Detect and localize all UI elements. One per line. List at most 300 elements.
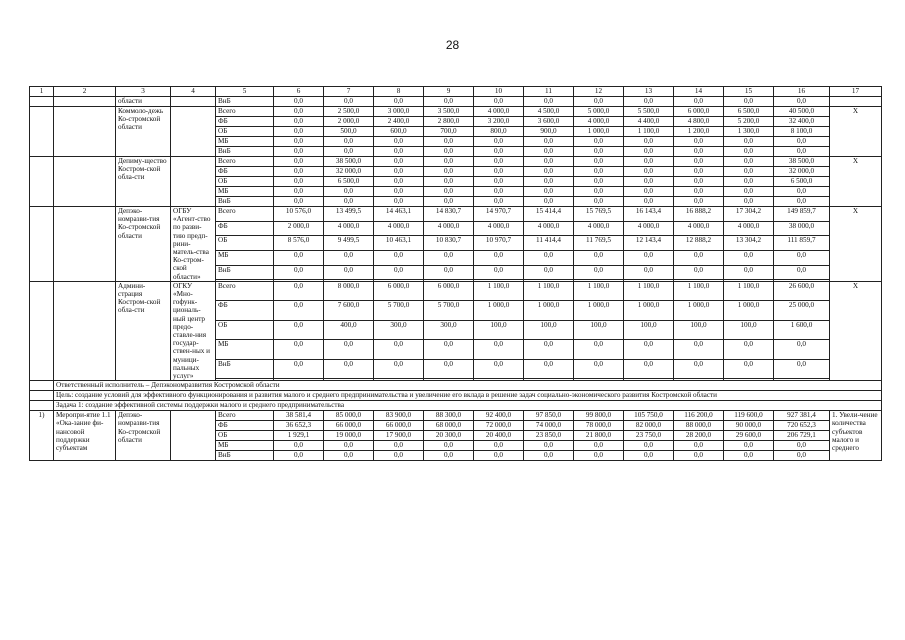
column-number-cell: 12	[574, 87, 624, 97]
value-cell: 100,0	[474, 320, 524, 339]
participant-cell	[171, 107, 216, 157]
value-cell: 0,0	[774, 147, 830, 157]
value-cell: 26 600,0	[774, 281, 830, 300]
value-cell: 0,0	[274, 451, 324, 461]
value-cell: 6 000,0	[374, 281, 424, 300]
value-cell: 0,0	[524, 197, 574, 207]
participant-cell	[171, 411, 216, 461]
value-cell: 0,0	[624, 177, 674, 187]
value-cell: 68 000,0	[424, 421, 474, 431]
value-cell: 0,0	[324, 251, 374, 266]
value-cell: 100,0	[674, 320, 724, 339]
value-cell: 0,0	[274, 301, 324, 320]
value-cell: 600,0	[374, 127, 424, 137]
funding-source-cell: ВнБ	[216, 197, 274, 207]
value-cell: 0,0	[274, 137, 324, 147]
value-cell: 300,0	[374, 320, 424, 339]
section-row	[30, 391, 882, 401]
value-cell: 0,0	[424, 265, 474, 280]
indicator-cell: X	[830, 157, 882, 207]
value-cell: 0,0	[574, 177, 624, 187]
value-cell: 111 859,7	[774, 236, 830, 251]
indicator-cell: X	[830, 107, 882, 157]
value-cell: 4 000,0	[374, 221, 424, 236]
value-cell: 14 463,1	[374, 207, 424, 222]
value-cell: 100,0	[624, 320, 674, 339]
value-cell: 15 769,5	[574, 207, 624, 222]
value-cell: 1 100,0	[624, 281, 674, 300]
value-cell: 0,0	[424, 197, 474, 207]
column-number-cell: 13	[624, 87, 674, 97]
value-cell: 10 463,1	[374, 236, 424, 251]
value-cell: 0,0	[374, 251, 424, 266]
value-cell: 0,0	[724, 167, 774, 177]
funding-source-cell: Всего	[216, 281, 274, 300]
value-cell: 12 143,4	[624, 236, 674, 251]
value-cell: 720 652,3	[774, 421, 830, 431]
value-cell: 0,0	[474, 157, 524, 167]
value-cell: 0,0	[474, 441, 524, 451]
column-number-cell: 1	[30, 87, 54, 97]
executor-cell: Депиму-щество Костром-ской обла-сти	[116, 157, 171, 207]
value-cell: 99 800,0	[574, 411, 624, 421]
value-cell: 0,0	[724, 97, 774, 107]
value-cell: 0,0	[374, 340, 424, 359]
value-cell: 0,0	[274, 177, 324, 187]
value-cell: 0,0	[674, 167, 724, 177]
page-number: 28	[445, 38, 460, 52]
value-cell: 0,0	[474, 251, 524, 266]
value-cell: 0,0	[424, 251, 474, 266]
value-cell: 0,0	[724, 359, 774, 378]
value-cell: 0,0	[474, 340, 524, 359]
measure-name-cell	[54, 107, 116, 157]
value-cell: 0,0	[374, 177, 424, 187]
value-cell: 5 200,0	[724, 117, 774, 127]
funding-source-cell: ОБ	[216, 431, 274, 441]
value-cell: 17 304,2	[724, 207, 774, 222]
value-cell: 0,0	[374, 359, 424, 378]
value-cell: 3 200,0	[474, 117, 524, 127]
executor-cell: Коммоло-дежь Ко-стромской области	[116, 107, 171, 157]
column-number-row	[30, 87, 882, 97]
participant-cell: ОГБУ «Агент-ство по разви-тию предп-рини-матель-ства Ко-стром-ской области»	[171, 207, 216, 282]
table-row	[30, 97, 882, 107]
value-cell: 0,0	[324, 451, 374, 461]
value-cell: 0,0	[274, 265, 324, 280]
value-cell: 0,0	[374, 97, 424, 107]
value-cell: 0,0	[674, 265, 724, 280]
column-number-cell: 15	[724, 87, 774, 97]
value-cell: 17 900,0	[374, 431, 424, 441]
value-cell: 0,0	[674, 251, 724, 266]
participant-cell	[171, 157, 216, 207]
value-cell: 0,0	[274, 147, 324, 157]
empty-cell	[30, 401, 54, 411]
table-row	[30, 207, 882, 222]
value-cell: 149 859,7	[774, 207, 830, 222]
value-cell: 0,0	[274, 127, 324, 137]
value-cell: 25 000,0	[774, 301, 830, 320]
value-cell: 1 100,0	[624, 127, 674, 137]
value-cell: 0,0	[774, 451, 830, 461]
value-cell: 0,0	[324, 97, 374, 107]
value-cell: 32 400,0	[774, 117, 830, 127]
value-cell: 32 000,0	[774, 167, 830, 177]
value-cell: 13 304,2	[724, 236, 774, 251]
value-cell: 0,0	[424, 177, 474, 187]
value-cell: 0,0	[374, 157, 424, 167]
value-cell: 0,0	[574, 359, 624, 378]
value-cell: 0,0	[474, 359, 524, 378]
value-cell: 0,0	[474, 167, 524, 177]
value-cell: 0,0	[274, 117, 324, 127]
value-cell: 0,0	[374, 187, 424, 197]
value-cell: 2 000,0	[324, 117, 374, 127]
value-cell: 16 143,4	[624, 207, 674, 222]
value-cell: 927 381,4	[774, 411, 830, 421]
value-cell: 0,0	[724, 265, 774, 280]
value-cell: 0,0	[624, 157, 674, 167]
value-cell: 1 200,0	[674, 127, 724, 137]
section-text-cell: Ответственный исполнитель – Депэкономразвития Костромской области	[54, 381, 882, 391]
value-cell: 0,0	[474, 177, 524, 187]
value-cell: 0,0	[524, 97, 574, 107]
funding-source-cell: Всего	[216, 207, 274, 222]
value-cell: 0,0	[524, 441, 574, 451]
value-cell: 0,0	[524, 147, 574, 157]
funding-source-cell: МБ	[216, 251, 274, 266]
value-cell: 0,0	[424, 147, 474, 157]
value-cell: 1 929,1	[274, 431, 324, 441]
section-row	[30, 401, 882, 411]
value-cell: 1 000,0	[674, 301, 724, 320]
value-cell: 0,0	[574, 157, 624, 167]
value-cell: 38 000,0	[774, 221, 830, 236]
value-cell: 6 500,0	[724, 107, 774, 117]
value-cell: 5 000,0	[574, 107, 624, 117]
value-cell: 0,0	[624, 167, 674, 177]
value-cell: 0,0	[374, 265, 424, 280]
value-cell: 0,0	[624, 340, 674, 359]
value-cell: 0,0	[474, 137, 524, 147]
value-cell: 300,0	[424, 320, 474, 339]
value-cell: 0,0	[524, 187, 574, 197]
value-cell: 0,0	[674, 137, 724, 147]
funding-source-cell: МБ	[216, 340, 274, 359]
value-cell: 2 000,0	[274, 221, 324, 236]
column-number-cell: 7	[324, 87, 374, 97]
value-cell: 0,0	[424, 451, 474, 461]
funding-source-cell: ФБ	[216, 167, 274, 177]
value-cell: 0,0	[574, 187, 624, 197]
value-cell: 10 576,0	[274, 207, 324, 222]
value-cell: 38 500,0	[324, 157, 374, 167]
value-cell: 19 000,0	[324, 431, 374, 441]
value-cell: 0,0	[374, 167, 424, 177]
value-cell: 0,0	[724, 187, 774, 197]
value-cell: 0,0	[524, 340, 574, 359]
value-cell: 1 100,0	[574, 281, 624, 300]
row-number-cell	[30, 281, 54, 380]
indicator-cell: X	[830, 281, 882, 380]
value-cell: 82 000,0	[624, 421, 674, 431]
value-cell: 0,0	[574, 137, 624, 147]
value-cell: 0,0	[624, 441, 674, 451]
value-cell: 66 000,0	[324, 421, 374, 431]
value-cell: 0,0	[474, 147, 524, 157]
value-cell: 85 000,0	[324, 411, 374, 421]
column-number-cell: 5	[216, 87, 274, 97]
value-cell: 0,0	[324, 147, 374, 157]
value-cell: 0,0	[574, 251, 624, 266]
value-cell: 0,0	[524, 265, 574, 280]
value-cell: 500,0	[324, 127, 374, 137]
value-cell: 0,0	[374, 451, 424, 461]
value-cell: 0,0	[624, 359, 674, 378]
value-cell: 0,0	[674, 340, 724, 359]
value-cell: 0,0	[574, 197, 624, 207]
value-cell: 5 700,0	[424, 301, 474, 320]
column-number-cell: 14	[674, 87, 724, 97]
value-cell: 6 500,0	[324, 177, 374, 187]
value-cell: 20 400,0	[474, 431, 524, 441]
value-cell: 4 000,0	[324, 221, 374, 236]
value-cell: 4 000,0	[574, 221, 624, 236]
table-row	[30, 281, 882, 300]
value-cell: 0,0	[774, 97, 830, 107]
value-cell: 29 600,0	[724, 431, 774, 441]
indicator-cell	[830, 97, 882, 107]
participant-cell: ОГКУ «Мно-гофунк-циональ-ный центр предо-ставле-ния государ-ствен-ных и муници-пальных услуг»	[171, 281, 216, 380]
column-number-cell: 2	[54, 87, 116, 97]
column-number-cell: 4	[171, 87, 216, 97]
value-cell: 0,0	[524, 359, 574, 378]
value-cell: 1 300,0	[724, 127, 774, 137]
value-cell: 0,0	[524, 177, 574, 187]
value-cell: 83 900,0	[374, 411, 424, 421]
value-cell: 0,0	[574, 167, 624, 177]
value-cell: 8 576,0	[274, 236, 324, 251]
value-cell: 8 100,0	[774, 127, 830, 137]
value-cell: 0,0	[674, 441, 724, 451]
measure-name-cell	[54, 157, 116, 207]
value-cell: 3 000,0	[374, 107, 424, 117]
value-cell: 0,0	[324, 197, 374, 207]
value-cell: 0,0	[274, 107, 324, 117]
value-cell: 12 888,2	[674, 236, 724, 251]
executor-cell: Депэко-номразви-тия Ко-стромской области	[116, 207, 171, 282]
value-cell: 0,0	[524, 137, 574, 147]
row-number-cell	[30, 97, 54, 107]
value-cell: 400,0	[324, 320, 374, 339]
indicator-cell: X	[830, 207, 882, 282]
value-cell: 119 600,0	[724, 411, 774, 421]
value-cell: 72 000,0	[474, 421, 524, 431]
value-cell: 2 800,0	[424, 117, 474, 127]
value-cell: 78 000,0	[574, 421, 624, 431]
value-cell: 0,0	[474, 451, 524, 461]
value-cell: 0,0	[674, 451, 724, 461]
value-cell: 3 600,0	[524, 117, 574, 127]
value-cell: 0,0	[324, 441, 374, 451]
funding-source-cell: ВнБ	[216, 359, 274, 378]
funding-source-cell: ФБ	[216, 221, 274, 236]
value-cell: 0,0	[324, 265, 374, 280]
value-cell: 92 400,0	[474, 411, 524, 421]
empty-cell	[30, 381, 54, 391]
value-cell: 4 800,0	[674, 117, 724, 127]
value-cell: 6 000,0	[424, 281, 474, 300]
funding-source-cell: Всего	[216, 157, 274, 167]
measure-name-cell	[54, 97, 116, 107]
value-cell: 0,0	[724, 340, 774, 359]
value-cell: 0,0	[474, 265, 524, 280]
column-number-cell: 10	[474, 87, 524, 97]
value-cell: 0,0	[374, 137, 424, 147]
value-cell: 1 000,0	[474, 301, 524, 320]
value-cell: 4 000,0	[474, 221, 524, 236]
value-cell: 14 970,7	[474, 207, 524, 222]
value-cell: 97 850,0	[524, 411, 574, 421]
indicator-cell: 1. Увели-чение количества субъектов малого и среднего	[830, 411, 882, 461]
value-cell: 0,0	[424, 187, 474, 197]
value-cell: 6 000,0	[674, 107, 724, 117]
value-cell: 0,0	[274, 97, 324, 107]
value-cell: 0,0	[674, 177, 724, 187]
value-cell: 1 000,0	[574, 127, 624, 137]
value-cell: 1 100,0	[524, 281, 574, 300]
row-number-cell	[30, 157, 54, 207]
value-cell: 4 500,0	[524, 107, 574, 117]
value-cell: 0,0	[574, 441, 624, 451]
value-cell: 206 729,1	[774, 431, 830, 441]
value-cell: 0,0	[324, 187, 374, 197]
value-cell: 4 000,0	[624, 221, 674, 236]
value-cell: 0,0	[774, 340, 830, 359]
value-cell: 4 000,0	[524, 221, 574, 236]
funding-source-cell: ФБ	[216, 117, 274, 127]
value-cell: 0,0	[724, 251, 774, 266]
executor-cell: Депэко-номразви-тия Ко-стромской области	[116, 411, 171, 461]
column-number-cell: 17	[830, 87, 882, 97]
value-cell: 40 500,0	[774, 107, 830, 117]
value-cell: 0,0	[524, 251, 574, 266]
value-cell: 11 769,5	[574, 236, 624, 251]
value-cell: 2 400,0	[374, 117, 424, 127]
value-cell: 10 830,7	[424, 236, 474, 251]
value-cell: 74 000,0	[524, 421, 574, 431]
value-cell: 23 750,0	[624, 431, 674, 441]
funding-source-cell: МБ	[216, 187, 274, 197]
funding-source-cell: ОБ	[216, 320, 274, 339]
funding-source-cell: Всего	[216, 107, 274, 117]
value-cell: 0,0	[474, 97, 524, 107]
value-cell: 116 200,0	[674, 411, 724, 421]
value-cell: 1 000,0	[524, 301, 574, 320]
value-cell: 0,0	[274, 320, 324, 339]
value-cell: 5 500,0	[624, 107, 674, 117]
value-cell: 0,0	[574, 97, 624, 107]
value-cell: 3 500,0	[424, 107, 474, 117]
funding-source-cell: ОБ	[216, 177, 274, 187]
value-cell: 0,0	[274, 197, 324, 207]
value-cell: 0,0	[274, 281, 324, 300]
measure-name-cell: Меропри-ятие 1.1 «Ока-зание фи-нансовой поддержки субъектам	[54, 411, 116, 461]
value-cell: 4 400,0	[624, 117, 674, 127]
value-cell: 900,0	[524, 127, 574, 137]
value-cell: 100,0	[524, 320, 574, 339]
funding-source-cell: ВнБ	[216, 265, 274, 280]
value-cell: 1 000,0	[574, 301, 624, 320]
value-cell: 38 581,4	[274, 411, 324, 421]
section-text-cell: Задача 1: создание эффективной системы поддержки малого и среднего предпринимательства	[54, 401, 882, 411]
value-cell: 0,0	[374, 197, 424, 207]
value-cell: 21 800,0	[574, 431, 624, 441]
column-number-cell: 9	[424, 87, 474, 97]
column-number-cell: 6	[274, 87, 324, 97]
measure-name-cell	[54, 207, 116, 282]
value-cell: 0,0	[774, 197, 830, 207]
funding-source-cell: ФБ	[216, 421, 274, 431]
value-cell: 0,0	[674, 157, 724, 167]
value-cell: 0,0	[774, 251, 830, 266]
value-cell: 0,0	[624, 137, 674, 147]
value-cell: 66 000,0	[374, 421, 424, 431]
value-cell: 0,0	[424, 97, 474, 107]
value-cell: 0,0	[574, 340, 624, 359]
value-cell: 0,0	[424, 137, 474, 147]
value-cell: 0,0	[574, 147, 624, 157]
value-cell: 4 000,0	[474, 107, 524, 117]
value-cell: 0,0	[424, 359, 474, 378]
table-row	[30, 157, 882, 167]
empty-cell	[30, 391, 54, 401]
value-cell: 6 500,0	[774, 177, 830, 187]
value-cell: 5 700,0	[374, 301, 424, 320]
funding-source-cell: Всего	[216, 411, 274, 421]
value-cell: 0,0	[774, 441, 830, 451]
value-cell: 0,0	[624, 451, 674, 461]
table-row	[30, 107, 882, 117]
value-cell: 0,0	[274, 167, 324, 177]
funding-source-cell: МБ	[216, 137, 274, 147]
value-cell: 0,0	[424, 340, 474, 359]
value-cell: 800,0	[474, 127, 524, 137]
value-cell: 0,0	[724, 157, 774, 167]
value-cell: 0,0	[274, 359, 324, 378]
value-cell: 0,0	[574, 451, 624, 461]
value-cell: 32 000,0	[324, 167, 374, 177]
value-cell: 1 100,0	[474, 281, 524, 300]
table-row	[30, 411, 882, 421]
value-cell: 0,0	[474, 197, 524, 207]
row-number-cell	[30, 107, 54, 157]
value-cell: 0,0	[674, 187, 724, 197]
value-cell: 0,0	[274, 251, 324, 266]
row-number-cell: 1)	[30, 411, 54, 461]
value-cell: 700,0	[424, 127, 474, 137]
value-cell: 0,0	[324, 340, 374, 359]
funding-source-cell: МБ	[216, 441, 274, 451]
value-cell: 0,0	[424, 167, 474, 177]
value-cell: 0,0	[424, 441, 474, 451]
value-cell: 0,0	[724, 147, 774, 157]
value-cell: 20 300,0	[424, 431, 474, 441]
value-cell: 0,0	[524, 157, 574, 167]
value-cell: 9 499,5	[324, 236, 374, 251]
value-cell: 4 000,0	[424, 221, 474, 236]
